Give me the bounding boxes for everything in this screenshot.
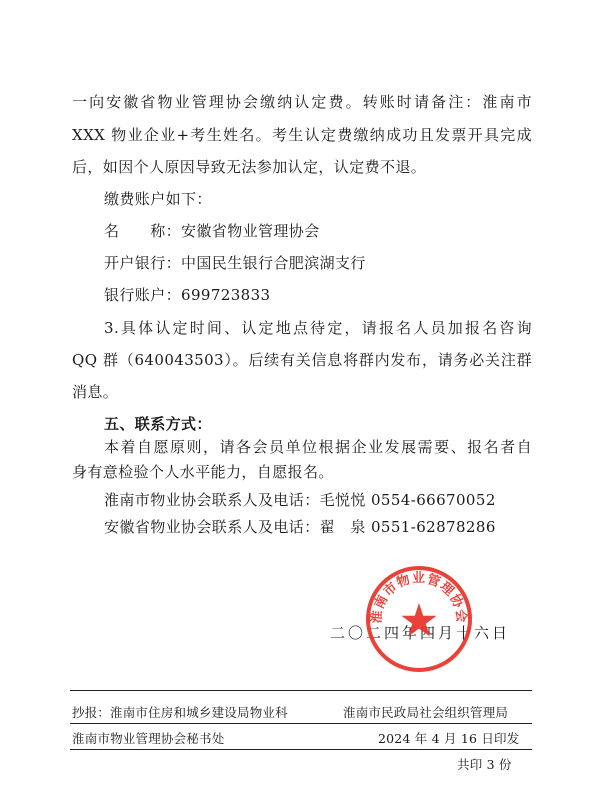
print-date: 2024 年 4 月 16 日印发 bbox=[378, 731, 520, 746]
seal-star-icon bbox=[401, 603, 436, 637]
cc-recipient-housing-bureau: 淮南市住房和城乡建设局物业科 bbox=[110, 705, 288, 720]
paragraph-fee-line-1: 一向安徽省物业管理协会缴纳认定费。转账时请备注：淮南市 bbox=[72, 93, 532, 111]
footer-bottom-rule bbox=[70, 749, 532, 750]
account-name: 名 称：安徽省物业管理协会 bbox=[104, 222, 320, 240]
account-number: 银行账户：699723833 bbox=[104, 286, 271, 304]
footer-middle-rule bbox=[70, 723, 532, 724]
section-heading-contact: 五、联系方式： bbox=[104, 415, 212, 433]
paragraph-schedule-line-1: 3.具体认定时间、认定地点待定，请报名人员加报名咨询 bbox=[104, 319, 532, 337]
cc-recipient-civil-affairs: 淮南市民政局社会组织管理局 bbox=[343, 705, 509, 720]
issue-date-chinese: 二〇二四年四月十六日 bbox=[330, 624, 511, 642]
contact-huainan: 淮南市物业协会联系人及电话：毛悦悦 0554-66670052 bbox=[104, 491, 496, 509]
svg-text:淮南市物业管理协会: 淮南市物业管理协会 bbox=[369, 571, 469, 625]
paragraph-schedule-line-3: 消息。 bbox=[72, 383, 119, 401]
account-bank: 开户银行：中国民生银行合肥滨湖支行 bbox=[104, 254, 366, 272]
footer-top-rule bbox=[70, 690, 532, 691]
account-intro: 缴费账户如下： bbox=[104, 190, 212, 208]
paragraph-fee-line-2: XXX 物业企业+考生姓名。考生认定费缴纳成功且发票开具完成 bbox=[72, 126, 532, 144]
paragraph-schedule-line-2: QQ 群（640043503）。后续有关信息将群内发布，请务必关注群 bbox=[72, 351, 532, 369]
copies-count: 共印 3 份 bbox=[457, 757, 512, 772]
contact-anhui: 安徽省物业协会联系人及电话：翟 泉 0551-62878286 bbox=[104, 518, 496, 536]
paragraph-voluntary-line-1: 本着自愿原则，请各会员单位根据企业发展需要、报名者自 bbox=[104, 438, 532, 456]
paragraph-voluntary-line-2: 身有意检验个人水平能力，自愿报名。 bbox=[72, 463, 334, 481]
official-seal-stamp bbox=[365, 565, 473, 673]
issuer-office: 淮南市物业管理协会秘书处 bbox=[72, 731, 225, 746]
cc-label: 抄报： bbox=[72, 705, 111, 720]
paragraph-fee-line-3: 后，如因个人原因导致无法参加认定，认定费不退。 bbox=[72, 158, 427, 176]
